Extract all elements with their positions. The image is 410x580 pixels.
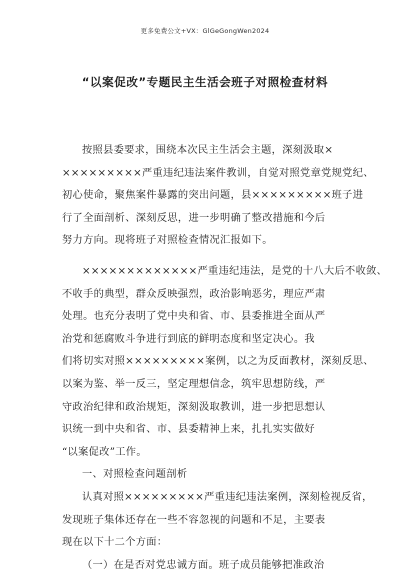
paragraph-line: 现在以下十二个方面： — [62, 537, 168, 549]
paragraph-line: 以案为鉴、举一反三，坚定理想信念，筑牢思想防线，严 — [62, 378, 326, 390]
paragraph-line: 努力方向。现将班子对照检查情况汇报如下。 — [62, 235, 273, 247]
header-note: 更多免费公文+VX：GlGeGongWen2024 — [140, 27, 270, 35]
paragraph-line: 们将切实对照×××××××××案例，以之为反面教材，深刻反思、 — [62, 356, 374, 368]
paragraph-line: “以案促改”工作。 — [62, 446, 147, 458]
paragraph-line: ×××××××××××××严重违纪违法，是党的十八大后不收敛、 — [82, 265, 388, 277]
paragraph-line: 不收手的典型，群众反映强烈，政治影响恶劣，理应严肃 — [62, 288, 326, 300]
section-heading: 一、对照检查问题剖析 — [82, 469, 188, 481]
document-title: “以案促改”专题民主生活会班子对照检查材料 — [81, 75, 329, 89]
paragraph-line: 发现班子集体还存在一些不容忽视的问题和不足，主要表 — [62, 514, 326, 526]
paragraph-line: 治党和惩腐败斗争进行到底的鲜明态度和坚定决心。我 — [62, 333, 315, 345]
paragraph-line: 初心使命，聚焦案件暴露的突出问题，县×××××××××班子进 — [62, 190, 364, 202]
paragraph-line: 按照县委要求，围绕本次民主生活会主题，深刻汲取× — [82, 145, 334, 156]
paragraph-line: （一）在是否对党忠诚方面。班子成员能够把准政治 — [82, 559, 325, 571]
paragraph-line: 认真对照×××××××××严重违纪违法案例，深刻检视反省， — [82, 491, 373, 503]
paragraph-line: 处理。也充分表明了党中央和省、市、县委推进全面从严 — [62, 311, 326, 323]
paragraph-line: 识统一到中央和省、市、县委精神上来，扎扎实实做好 — [62, 424, 315, 436]
document-body — [62, 140, 388, 577]
paragraph-line: 守政治纪律和政治规矩，深刻汲取教训，进一步把思想认 — [62, 401, 326, 413]
paragraph-line: ×××××××××严重违纪违法案件教训，自觉对照党章党规党纪、 — [62, 167, 374, 179]
paragraph-line: 行了全面剖析、深刻反思，进一步明确了整改措施和今后 — [62, 212, 326, 224]
